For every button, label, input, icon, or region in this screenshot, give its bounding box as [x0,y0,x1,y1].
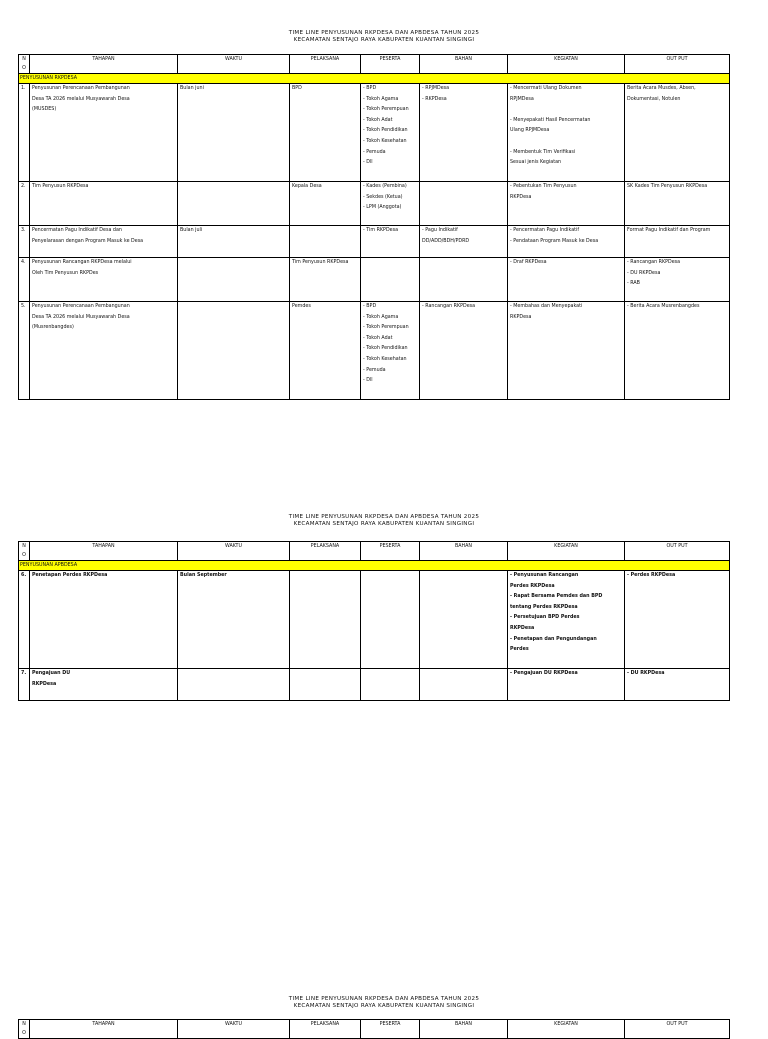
cell-line: Penyelarasan dengan Program Masuk ke Desa [32,238,144,244]
cell-bahan [420,258,508,302]
cell-line: Ulang RPJMDesa [510,128,550,134]
cell-waktu [178,84,290,182]
cell-line: RKPDesa [510,314,532,320]
cell-line: - Mencermati Ulang Dokumen [510,86,582,91]
section-row [19,74,730,84]
header-tahapan: TAHAPAN [30,55,178,74]
header-pelaksana: PELAKSANA [290,542,361,561]
timeline-table-rkpdesa [18,54,730,400]
title-line-1: TIME LINE PENYUSUNAN RKPDESA DAN APBDESA TAHUN 2025 [288,514,480,520]
cell-line: tentang Perdes RKPDesa [510,604,578,610]
cell-line: Oleh Tim Penyusun RKPDes [32,270,99,276]
cell-line: - Pendataan Program Masuk ke Desa [510,238,599,244]
table-row [19,182,730,226]
cell-line: - Pengajuan DU RKPDesa [510,671,578,676]
cell-line: - BPD [363,86,377,91]
cell-no: 6. [19,571,30,669]
cell-line: Pencermatan Pagu Indikatif Desa dan [32,228,122,233]
cell-line: - Tokoh Kesehatan [363,138,407,144]
cell-kegiatan [508,182,625,226]
cell-line: - DU RKPDesa [627,671,665,676]
header-peserta: PESERTA [361,542,420,561]
title-line-2: KECAMATAN SENTAJO RAYA KABUPATEN KUANTAN SINGINGI [293,1003,475,1009]
header-kegiatan: KEGIATAN [508,55,625,74]
cell-kegiatan [508,302,625,400]
timeline-table-apbdesa [18,541,730,701]
cell-line: - Pemuda [363,367,386,373]
cell-peserta [361,571,420,669]
title-line-1: TIME LINE PENYUSUNAN RKPDESA DAN APBDESA TAHUN 2025 [288,996,480,1002]
header-peserta: PESERTA [361,55,420,74]
cell-output [625,84,730,182]
header-bahan: BAHAN [420,542,508,561]
section-row [19,561,730,571]
cell-line: - Tokoh Agama [363,96,399,102]
cell-line: - Pagu Indikatif [422,228,458,233]
cell-line: Pemdes [292,304,311,309]
cell-waktu [178,258,290,302]
cell-line: - Berita Acara Musrenbangdes [627,304,700,309]
cell-kegiatan [508,258,625,302]
table-header-row [19,1020,730,1039]
section-title: PENYUSUNAN APBDESA [19,561,730,571]
header-pelaksana: PELAKSANA [290,1020,361,1039]
header-waktu: WAKTU [178,1020,290,1039]
cell-line: - Rapat Bersama Pemdes dan BPD [510,594,603,600]
cell-no: 5. [19,302,30,400]
cell-line: Tim Penyusun RKPDesa [292,260,349,265]
cell-output [625,571,730,669]
header-peserta: PESERTA [361,1020,420,1039]
header-tahapan: TAHAPAN [30,542,178,561]
cell-line: - Rancangan RKPDesa [627,260,681,265]
cell-output [625,182,730,226]
header-bahan: BAHAN [420,55,508,74]
cell-line: - Tokoh Adat [363,117,393,123]
cell-pelaksana [290,226,361,258]
cell-tahapan [30,258,178,302]
cell-line: - Tokoh Perempuan [363,325,409,331]
header-no: NO [19,55,30,74]
header-pelaksana: PELAKSANA [290,55,361,74]
header-output: OUT PUT [625,55,730,74]
header-kegiatan: KEGIATAN [508,542,625,561]
cell-line: Tim Penyusun RKPDesa [32,184,89,189]
cell-peserta [361,84,420,182]
header-output: OUT PUT [625,1020,730,1039]
cell-line: - Penyusunan Rancangan [510,573,579,578]
cell-bahan [420,84,508,182]
cell-kegiatan [508,571,625,669]
cell-tahapan [30,84,178,182]
timeline-table-continued [18,1019,730,1039]
cell-line [510,105,622,116]
cell-line: - Pencermatan Pagu Indikatif [510,228,580,233]
cell-line: RKPDesa [510,194,532,200]
cell-output [625,302,730,400]
cell-peserta [361,669,420,701]
cell-line: RKPDesa [32,681,57,687]
cell-line: - Dll [363,378,373,384]
cell-kegiatan [508,226,625,258]
cell-line: - Tokoh Pendidikan [363,128,408,134]
cell-tahapan [30,226,178,258]
table-row [19,84,730,182]
cell-line: - Tokoh Kesehatan [363,356,407,362]
cell-line: - BPD [363,304,377,309]
title-line-2: KECAMATAN SENTAJO RAYA KABUPATEN KUANTAN SINGINGI [293,37,475,43]
cell-line: Penyusunan Perencanaan Pembangunan [32,86,130,91]
cell-peserta [361,258,420,302]
table-row [19,571,730,669]
cell-line: Sesuai jenis Kegiatan [510,160,562,166]
cell-bahan [420,669,508,701]
cell-line: SK Kades Tim Penyusun RKPDesa [627,184,708,189]
cell-pelaksana [290,669,361,701]
header-waktu: WAKTU [178,55,290,74]
cell-pelaksana [290,302,361,400]
cell-waktu [178,182,290,226]
header-output: OUT PUT [625,542,730,561]
cell-output [625,669,730,701]
cell-bahan [420,571,508,669]
cell-tahapan [30,669,178,701]
cell-line: - RKPDesa [422,96,447,102]
cell-line: - Perdes RKPDesa [627,573,676,578]
header-kegiatan: KEGIATAN [508,1020,625,1039]
cell-line: Dokumentasi, Notulen [627,96,681,102]
cell-no: 1. [19,84,30,182]
cell-line: Desa TA 2026 melalui Musyawarah Desa [32,96,130,102]
cell-line: Berita Acara Musdes, Absen, [627,86,696,91]
cell-kegiatan [508,669,625,701]
cell-line: - Pebentukan Tim Penyusun [510,184,577,189]
cell-line: Perdes [510,647,529,653]
cell-line: - Penetapan dan Pengundangan [510,636,597,642]
title-line-1: TIME LINE PENYUSUNAN RKPDESA DAN APBDESA TAHUN 2025 [288,30,480,36]
cell-line: - Kades (Pembina) [363,184,407,189]
cell-peserta [361,226,420,258]
cell-line: Penyusunan Perencanaan Pembangunan [32,304,130,309]
cell-line: Kepala Desa [292,184,322,189]
cell-no: 2. [19,182,30,226]
cell-line: Penyusunan Rancangan RKPDesa melalui [32,260,132,265]
header-no: NO [19,1020,30,1039]
cell-line: - Sekdes (Ketua) [363,194,403,200]
cell-line: - Persetujuan BPD Perdes [510,615,580,621]
cell-line: Format Pagu Indikatif dan Program [627,228,711,233]
cell-bahan [420,226,508,258]
cell-line: - Tokoh Perempuan [363,107,409,113]
cell-line: Bulan juni [180,86,204,91]
header-tahapan: TAHAPAN [30,1020,178,1039]
cell-kegiatan [508,84,625,182]
cell-line: - RPJMDesa [422,86,450,91]
table-row [19,302,730,400]
header-waktu: WAKTU [178,542,290,561]
table-row [19,258,730,302]
cell-waktu [178,571,290,669]
cell-line: - Rancangan RKPDesa [422,304,476,309]
cell-no: 7. [19,669,30,701]
table-header-row [19,542,730,561]
cell-pelaksana [290,258,361,302]
cell-line: (Musrenbangdes) [32,325,74,331]
cell-waktu [178,669,290,701]
cell-line: RKPDesa [510,625,535,631]
table-header-row [19,55,730,74]
cell-line: - Tokoh Adat [363,335,393,341]
document-title [0,30,768,44]
cell-line: - Tim RKPDesa [363,228,399,233]
cell-line: Perdes RKPDesa [510,583,555,589]
cell-bahan [420,302,508,400]
cell-line: Penetapan Perdes RKPDesa [32,573,108,578]
cell-line: - Draf RKPDesa [510,260,547,265]
cell-waktu [178,226,290,258]
cell-line: (MUSDES) [32,107,57,113]
document-title [0,996,768,1010]
cell-line: - Menyepakati Hasil Pencermatan [510,117,591,123]
document-title [0,514,768,528]
table-row [19,226,730,258]
cell-line: - Tokoh Agama [363,314,399,320]
cell-line: RPJMDesa [510,96,534,102]
cell-tahapan [30,182,178,226]
cell-bahan [420,182,508,226]
cell-line: Pengajuan DU [32,671,71,676]
cell-peserta [361,182,420,226]
cell-line: - Membentuk Tim Verifikasi [510,149,576,155]
header-bahan: BAHAN [420,1020,508,1039]
cell-pelaksana [290,571,361,669]
cell-pelaksana [290,182,361,226]
table-row [19,669,730,701]
cell-line: - RAB [627,281,640,287]
cell-line: - LPM (Anggota) [363,205,402,211]
cell-line: - Tokoh Pendidikan [363,346,408,352]
cell-pelaksana [290,84,361,182]
cell-line: BPD [292,86,302,91]
cell-line: - Pemuda [363,149,386,155]
cell-no: 4. [19,258,30,302]
cell-line: Bulan juli [180,228,203,233]
cell-line: - DU RKPDesa [627,270,661,276]
header-no: NO [19,542,30,561]
cell-line: - Dll [363,160,373,166]
cell-output [625,258,730,302]
title-line-2: KECAMATAN SENTAJO RAYA KABUPATEN KUANTAN SINGINGI [293,521,475,527]
cell-line: Bulan September [180,573,227,578]
cell-tahapan [30,302,178,400]
cell-line: Desa TA 2026 melalui Musyawarah Desa [32,314,130,320]
cell-peserta [361,302,420,400]
cell-waktu [178,302,290,400]
cell-line: DD/ADD/BDH/PDRD [422,238,470,244]
cell-tahapan [30,571,178,669]
section-title: PENYUSUNAN RKPDESA [19,74,730,84]
cell-line: - Membahas dan Menyepakati [510,304,583,309]
cell-line [510,137,622,148]
cell-output [625,226,730,258]
cell-no: 3. [19,226,30,258]
